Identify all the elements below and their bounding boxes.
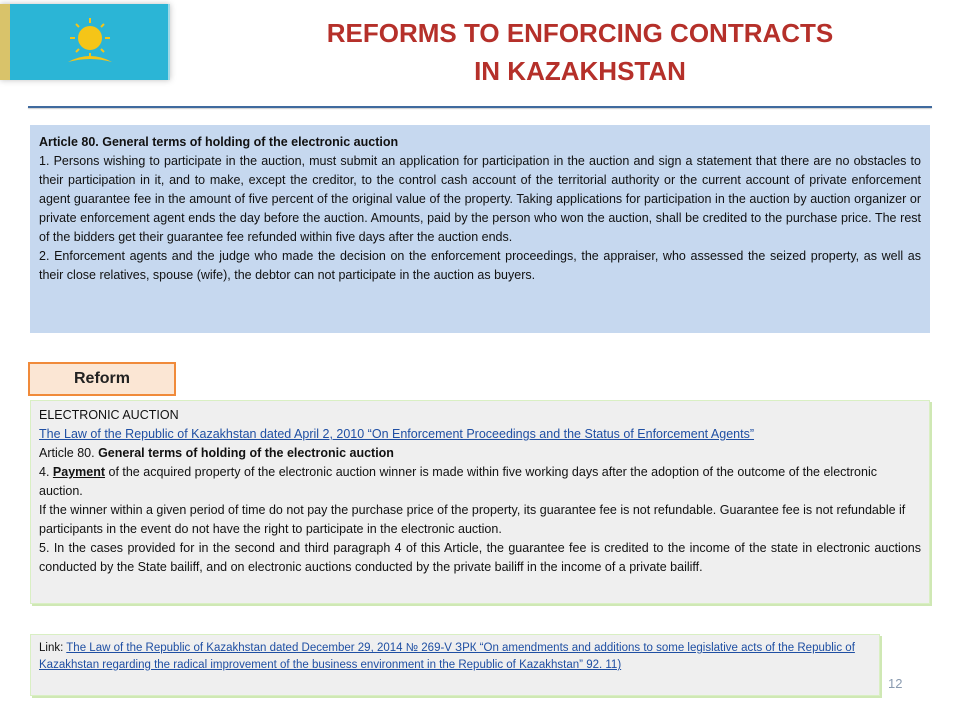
flag-emblem-icon: [0, 4, 168, 80]
p4-prefix: 4.: [39, 465, 53, 479]
article-heading: Article 80. General terms of holding of the electronic auction: [39, 135, 399, 149]
title-line-2: IN KAZAKHSTAN: [474, 56, 686, 86]
payment-keyword: Payment: [52, 465, 106, 479]
article-prefix: Article 80.: [39, 446, 99, 460]
paragraph-4: [39, 463, 921, 501]
paragraph-5: 5. In the cases provided for in the second and third paragraph 4 of this Article, the guarantee fee is credited to the income of the state in electronic auctions conducted by the State bailiff, and on electronic auctions conducted by the private bailiff in the income of a private bailiff.: [39, 541, 921, 574]
page-number: 12: [888, 676, 903, 691]
paragraph-winner: If the winner within a given period of time do not pay the purchase price of the property, its guarantee fee is not refundable. Guarantee fee is not refundable if participants in the event do not have the right to participate in the electronic auction.: [39, 503, 906, 536]
title-line-1: REFORMS TO ENFORCING CONTRACTS: [326, 18, 834, 48]
p4-rest: of the acquired property of the electronic auction winner is made within five working days after the adoption of the outcome of the electronic auction.: [39, 465, 877, 498]
auction-heading: ELECTRONIC AUCTION: [39, 408, 179, 422]
article-80-box: [30, 125, 930, 333]
page-title: [250, 14, 910, 90]
law-2010-link[interactable]: The Law of the Republic of Kazakhstan dated April 2, 2010 “On Enforcement Proceedings and the Status of Enforcement Agents”: [39, 427, 755, 441]
law-2014-link[interactable]: The Law of the Republic of Kazakhstan dated December 29, 2014 № 269-V ЗРК “On amendments and additions to some legislative acts of the Republic of Kazakhstan regarding the radical improvement of the business environment in the Republic of Kazakhstan”: [39, 642, 855, 671]
electronic-auction-box: [30, 400, 930, 604]
title-divider: [28, 106, 932, 108]
article-paragraph-2: 2. Enforcement agents and the judge who made the decision on the enforcement proceedings, the appraiser, who assessed the seized property, as well as their close relatives, spouse (wife), the debtor can not participate in the auction as buyers.: [39, 249, 921, 282]
kazakhstan-flag: [0, 4, 170, 80]
law-2014-article-link[interactable]: 92. 11): [583, 659, 622, 671]
article-title: General terms of holding of the electronic auction: [98, 446, 394, 460]
reform-tab: Reform: [28, 362, 176, 396]
article-paragraph-1: 1. Persons wishing to participate in the auction, must submit an application for participation in the auction and sign a statement that there are no obstacles to their participation in it, and to make, except the creditor, to the control cash account of the territorial authority or the current account of private enforcement agent guarantee fee in the amount of five percent of the original value of the property. Taking applications for participation in the auction by auction organizer or private enforcement agent ends the day before the auction. Amounts, paid by the person who won the auction, shall be credited to the purchase price. The rest of the bidders get their guarantee fee refunded within five days after the auction ends.: [39, 154, 921, 244]
flag-ornament-band: [0, 4, 10, 80]
source-link-box: [30, 634, 880, 696]
article-80-line: [39, 444, 921, 463]
link-prefix: Link:: [39, 642, 67, 654]
